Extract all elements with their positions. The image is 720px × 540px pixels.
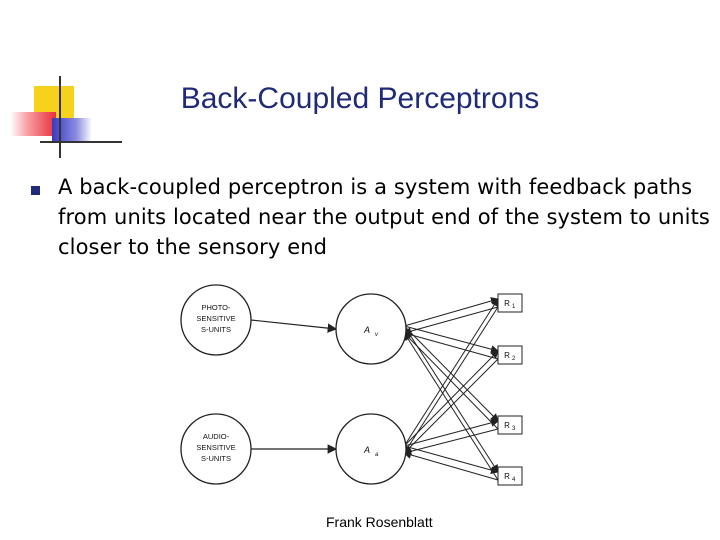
a-unit-subscript: v bbox=[375, 332, 378, 338]
s-unit-label: S-UNITS bbox=[201, 325, 231, 334]
s-unit-label: S-UNITS bbox=[201, 454, 231, 463]
s-to-a-arrow bbox=[251, 320, 336, 329]
a-unit-circle bbox=[336, 294, 406, 364]
slide-title: Back-Coupled Perceptrons bbox=[180, 82, 540, 115]
a-to-r-arrow bbox=[404, 351, 498, 446]
r-unit-subscript: 4 bbox=[512, 477, 516, 483]
s-unit-label: SENSITIVE bbox=[196, 314, 236, 323]
r-unit-box bbox=[498, 416, 522, 434]
r-unit-label: R bbox=[504, 472, 510, 481]
s-unit-label: PHOTO- bbox=[201, 303, 231, 312]
a-unit-label: A bbox=[363, 445, 371, 455]
r-unit-box bbox=[498, 294, 522, 312]
s-unit-label: AUDIO- bbox=[202, 432, 230, 441]
r-unit-subscript: 1 bbox=[512, 304, 516, 310]
r-unit-label: R bbox=[504, 351, 510, 360]
r-unit-box bbox=[498, 346, 522, 364]
r-unit-box bbox=[498, 467, 522, 485]
a-unit-subscript: a bbox=[375, 452, 379, 458]
a-unit-label: A bbox=[363, 325, 371, 335]
r-unit-subscript: 2 bbox=[512, 356, 516, 362]
r-unit-label: R bbox=[504, 421, 510, 430]
caption-author: Frank Rosenblatt bbox=[326, 514, 433, 530]
r-unit-subscript: 3 bbox=[512, 426, 516, 432]
r-unit-label: R bbox=[504, 299, 510, 308]
bullet-text: A back-coupled perceptron is a system with feedback paths from units located near the output end of the system to units closer to the sensory end bbox=[58, 175, 710, 259]
a-unit-circle bbox=[336, 414, 406, 484]
s-unit-label: SENSITIVE bbox=[196, 443, 236, 452]
